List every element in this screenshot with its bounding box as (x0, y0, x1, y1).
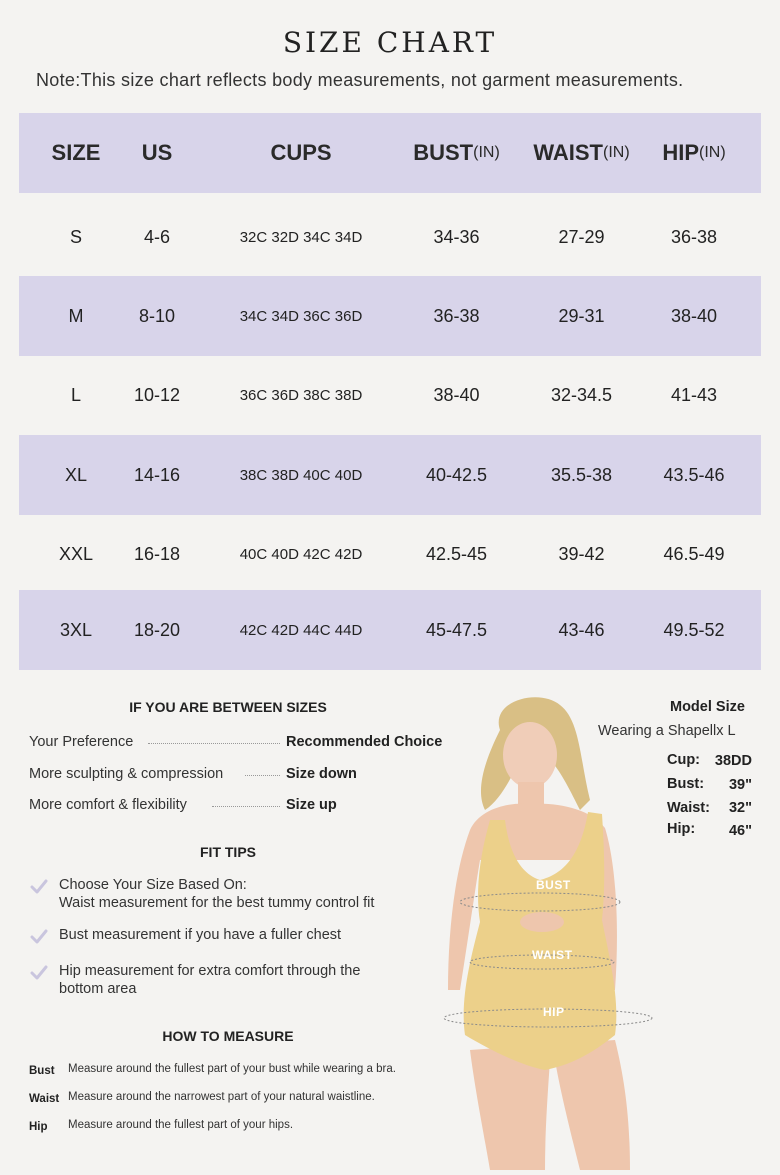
cell-waist: 43-46 (558, 619, 605, 640)
model-stat-value: 46" (728, 823, 752, 839)
model-size-title: Model Size (670, 699, 745, 715)
table-row (19, 514, 761, 594)
measure-label-waist: Waist (29, 1093, 60, 1105)
figure-label-hip: HIP (543, 1005, 565, 1019)
cell-cups: 38C 38D 40C 40D (239, 466, 363, 484)
model-wearing-text: Wearing a Shapellx L (598, 723, 736, 739)
cell-hip: 38-40 (670, 305, 718, 326)
cell-bust: 38-40 (433, 384, 480, 405)
check-icon (30, 878, 48, 896)
cell-size: XL (64, 464, 88, 485)
preference-option: More comfort & flexibility (29, 797, 187, 813)
cell-waist: 29-31 (558, 305, 605, 326)
preference-dotted-leader (148, 743, 280, 744)
preference-choice: Size up (286, 797, 337, 813)
cell-hip: 41-43 (670, 384, 718, 405)
model-stat-value: 38DD (714, 753, 752, 769)
figure-label-bust: BUST (536, 878, 571, 892)
cell-bust: 36-38 (433, 305, 480, 326)
size-chart-note: Note:This size chart reflects body measurements, not garment measurements. (36, 70, 684, 90)
cell-waist: 32-34.5 (550, 384, 613, 405)
table-row (19, 197, 761, 277)
header-waist: WAIST (IN) (533, 140, 630, 165)
cell-size: 3XL (59, 619, 93, 640)
header-us: US (141, 140, 173, 165)
model-stat-value: 32" (728, 800, 752, 816)
header-cups: CUPS (270, 140, 332, 165)
cell-hip: 36-38 (670, 226, 718, 247)
cell-cups: 34C 34D 36C 36D (239, 307, 363, 325)
model-stat-label: Waist: (667, 800, 710, 816)
table-row (19, 590, 761, 670)
figure-label-waist: WAIST (532, 948, 573, 962)
cell-us: 4-6 (143, 226, 170, 247)
fit-tips-title: FIT TIPS (200, 844, 256, 860)
table-row (19, 276, 761, 356)
measure-text-bust: Measure around the fullest part of your bust while wearing a bra. (68, 1063, 396, 1075)
cell-size: L (70, 384, 81, 405)
cell-bust: 45-47.5 (425, 619, 488, 640)
cell-us: 18-20 (133, 619, 181, 640)
table-header-row (19, 113, 761, 193)
preference-dotted-leader (245, 775, 280, 776)
fit-tip: Bust measurement if you have a fuller chest (59, 927, 342, 943)
model-stat-label: Bust: (667, 776, 705, 792)
cell-cups: 42C 42D 44C 44D (239, 621, 363, 639)
measure-label-hip: Hip (29, 1121, 48, 1133)
model-stat-label: Hip: (667, 821, 696, 837)
fit-tip: Choose Your Size Based On: Waist measurement for the best tummy control fit (59, 877, 375, 911)
table-row (19, 435, 761, 515)
measure-text-hip: Measure around the fullest part of your hips. (68, 1119, 294, 1131)
cell-hip: 46.5-49 (663, 543, 725, 564)
header-bust: BUST (IN) (413, 140, 500, 165)
model-stat-value: 39" (728, 777, 752, 793)
recommended-choice-label: Recommended Choice (286, 734, 443, 750)
cell-size: S (69, 226, 82, 247)
page-title: SIZE CHART (282, 26, 498, 59)
measure-text-waist: Measure around the narrowest part of your natural waistline. (68, 1091, 375, 1103)
cell-us: 16-18 (133, 543, 181, 564)
fit-tip: Hip measurement for extra comfort through the bottom area (59, 963, 361, 997)
header-size: SIZE (51, 140, 101, 165)
check-icon (30, 928, 48, 946)
cell-cups: 40C 40D 42C 42D (239, 545, 363, 563)
cell-us: 8-10 (138, 305, 176, 326)
cell-size: M (68, 305, 84, 326)
check-icon (30, 964, 48, 982)
cell-us: 14-16 (133, 464, 181, 485)
cell-bust: 34-36 (433, 226, 480, 247)
cell-hip: 49.5-52 (663, 619, 725, 640)
how-to-measure-title: HOW TO MEASURE (162, 1028, 294, 1044)
cell-cups: 36C 36D 38C 38D (239, 386, 363, 404)
model-figure-illustration (430, 690, 670, 1170)
cell-waist: 35.5-38 (550, 464, 613, 485)
cell-waist: 27-29 (558, 226, 605, 247)
model-stat-label: Cup: (667, 752, 701, 768)
preference-option: More sculpting & compression (29, 766, 224, 782)
cell-bust: 42.5-45 (425, 543, 488, 564)
cell-cups: 32C 32D 34C 34D (239, 228, 363, 246)
measure-label-bust: Bust (29, 1065, 55, 1077)
preference-dotted-leader (212, 806, 280, 807)
cell-bust: 40-42.5 (425, 464, 488, 485)
preference-choice: Size down (286, 766, 357, 782)
table-row (19, 355, 761, 435)
cell-size: XXL (58, 543, 94, 564)
model-photo (430, 690, 670, 1170)
cell-hip: 43.5-46 (663, 464, 725, 485)
cell-us: 10-12 (133, 384, 181, 405)
between-sizes-title: IF YOU ARE BETWEEN SIZES (129, 699, 327, 715)
header-hip: HIP (IN) (662, 140, 726, 165)
preference-label: Your Preference (29, 734, 134, 750)
cell-waist: 39-42 (558, 543, 605, 564)
